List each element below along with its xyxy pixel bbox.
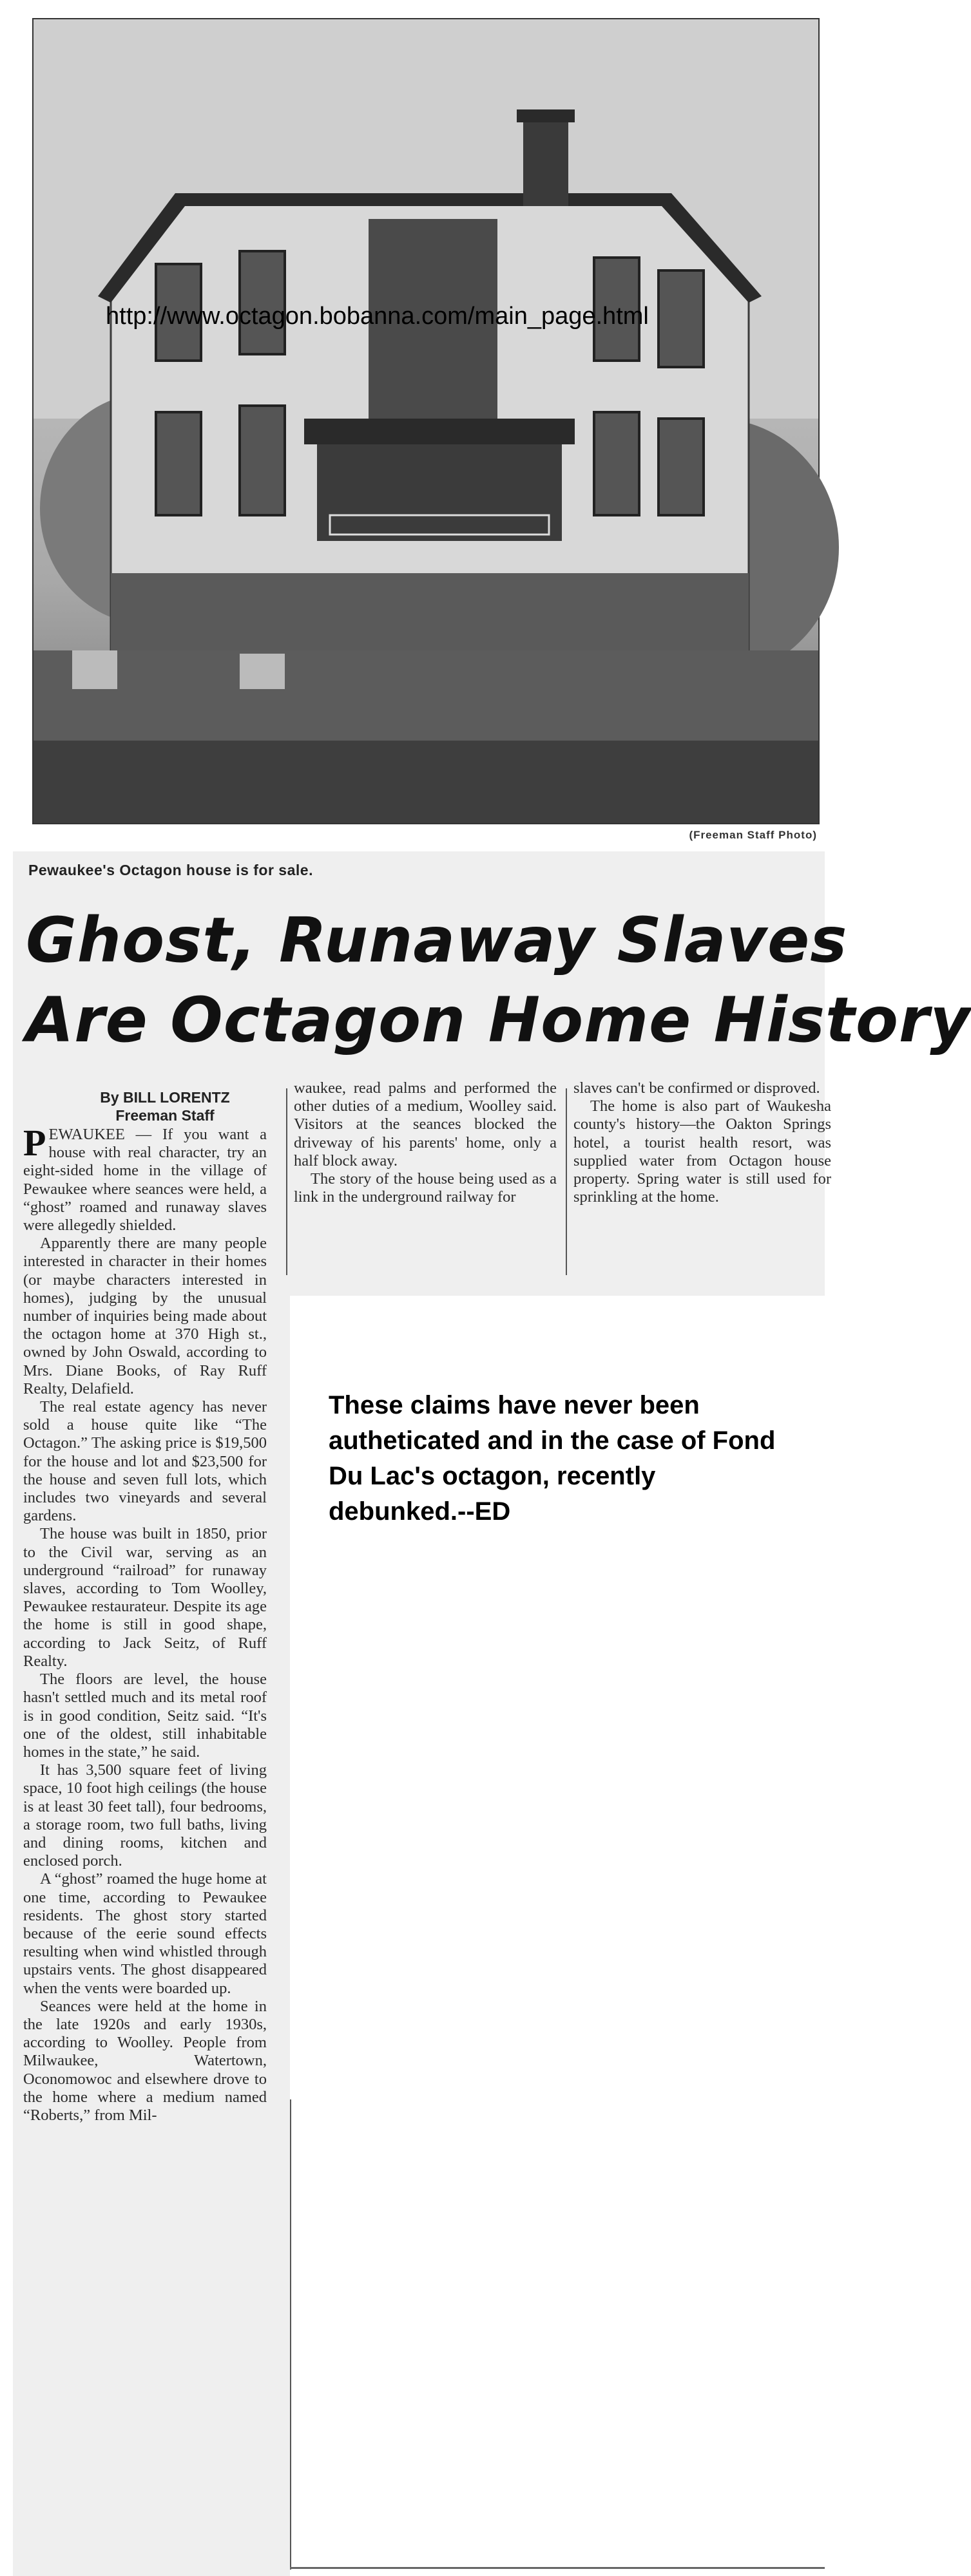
photo-credit: (Freeman Staff Photo)	[689, 829, 817, 841]
article-paragraph: Seances were held at the home in the late 1920s and early 1930s, according to Woolley. People from Milwaukee, Watertown, Oconomowoc and elsewhere drove to the home where a medium named “Roberts,” from Mil-	[23, 1997, 267, 2124]
column-rule	[286, 1088, 287, 1275]
source-url-overlay: http://www.octagon.bobanna.com/main_page.html	[106, 303, 649, 330]
photo-caption: Pewaukee's Octagon house is for sale.	[28, 862, 313, 878]
headline	[26, 900, 971, 1060]
byline	[49, 1088, 281, 1124]
article-paragraph: slaves can't be confirmed or disproved.	[573, 1079, 820, 1097]
house-illustration	[34, 19, 818, 823]
column-rule-lower	[290, 2099, 291, 2570]
article-paragraph: The real estate agency has never sold a house quite like “The Octagon.” The asking price is $19,500 for the house and lot and $23,500 for the house and seven full lots, which includes two vineyards and several gardens.	[23, 1398, 267, 1525]
article-paragraph: The home is also part of Waukesha county's history—the Oakton Springs hotel, a tourist health resort, was supplied water from Octagon house property. Spring water is still used for sprinkling at the home.	[573, 1097, 831, 1206]
article-paragraph: The story of the house being used as a link in the underground railway for	[294, 1170, 557, 1206]
article-paragraph: waukee, read palms and performed the other duties of a medium, Woolley said. Visitors at the seances blocked the driveway of his parents' home, only a half block away.	[294, 1079, 557, 1170]
column-rule	[566, 1088, 567, 1275]
article-paragraph: PEWAUKEE — If you want a house with real character, try an eight-sided home in the village of Pewaukee where seances were held, a “ghost” roamed and runaway slaves were allegedly shielded.	[23, 1122, 267, 1235]
byline-author: By BILL LORENTZ	[100, 1089, 230, 1106]
clipping-bottom-edge	[290, 2567, 825, 2569]
headline-line-1: Ghost, Runaway Slaves	[26, 904, 848, 976]
article-paragraph: A “ghost” roamed the huge home at one time, according to Pewaukee residents. The ghost story started because of the eerie sound effects resulting when wind whistled through upstairs vents. The ghost disappeared when the vents were boarded up.	[23, 1870, 267, 1997]
article-paragraph: Apparently there are many people interested in character in their homes (or maybe characters interested in homes), judging by the unusual number of inquiries being made about the octagon home at 370 High st., owned by John Oswald, according to Mrs. Diane Books, of Ray Ruff Realty, Delafield.	[23, 1235, 267, 1397]
article-column-2	[294, 1079, 557, 1273]
editor-note: These claims have never been autheticated and in the case of Fond Du Lac's octagon, recently debunked.--ED	[329, 1391, 776, 1526]
article-column-1	[23, 1122, 267, 2568]
byline-affiliation: Freeman Staff	[115, 1107, 215, 1124]
article-paragraph: The floors are level, the house hasn't settled much and its metal roof is in good condition, Seitz said. “It's one of the oldest, still inhabitable homes in the state,” he said.	[23, 1671, 267, 1761]
article-column-3	[573, 1079, 831, 1273]
article-paragraph: It has 3,500 square feet of living space, 10 foot high ceilings (the house is at least 30 feet tall), four bedrooms, a storage room, two full baths, living and dining rooms, kitchen and enclosed porch.	[23, 1761, 267, 1870]
octagon-house-photo	[32, 18, 820, 824]
headline-line-2: Are Octagon Home History	[26, 984, 971, 1056]
drop-cap: P	[23, 1122, 46, 1164]
article-paragraph: The house was built in 1850, prior to the Civil war, serving as an underground “railroad” for runaway slaves, according to Tom Woolley, Pewaukee restaurateur. Despite its age the home is still in good shape, according to Jack Seitz, of Ruff Realty.	[23, 1525, 267, 1670]
